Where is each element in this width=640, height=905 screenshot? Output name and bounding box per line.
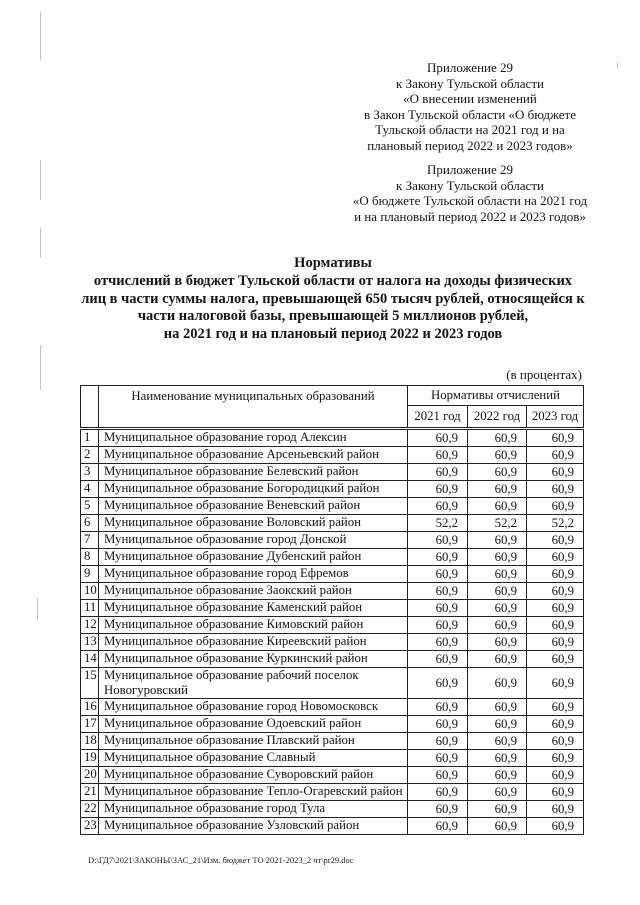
- rate-2022: 60,9: [468, 447, 527, 464]
- rate-2022: 60,9: [468, 668, 527, 699]
- rate-2021: 60,9: [408, 498, 468, 515]
- municipality-name: Муниципальное образование Тепло-Огаревский район: [99, 784, 408, 801]
- rate-2021: 60,9: [408, 699, 468, 716]
- table-row: [81, 464, 584, 481]
- row-number: 21: [81, 784, 99, 801]
- table-row: [81, 429, 584, 447]
- rate-2022: 60,9: [468, 617, 527, 634]
- document-title: [60, 255, 606, 344]
- rate-2023: 60,9: [527, 532, 584, 549]
- table-row: [81, 617, 584, 634]
- row-number: 17: [81, 716, 99, 733]
- row-number: 19: [81, 750, 99, 767]
- rate-2021: 60,9: [408, 429, 468, 447]
- original-appendix-block: [330, 162, 610, 224]
- rate-2023: 60,9: [527, 429, 584, 447]
- rate-2022: 60,9: [468, 767, 527, 784]
- year-header-2023: 2023 год: [527, 406, 584, 429]
- rate-2021: 52,2: [408, 515, 468, 532]
- rate-2023: 60,9: [527, 447, 584, 464]
- appendix-line: и на плановый период 2022 и 2023 годов»: [354, 208, 586, 224]
- appendix-line: плановый период 2022 и 2023 годов»: [367, 137, 573, 153]
- municipality-name: Муниципальное образование город Тула: [99, 801, 408, 818]
- rate-2021: 60,9: [408, 784, 468, 801]
- scan-artifact-line: [617, 62, 618, 69]
- rate-2023: 60,9: [527, 750, 584, 767]
- municipality-name: Муниципальное образование Богородицкий район: [99, 481, 408, 498]
- units-note: (в процентах): [506, 367, 582, 382]
- municipality-name: Муниципальное образование Заокский район: [99, 583, 408, 600]
- rate-2023: 60,9: [527, 464, 584, 481]
- table-row: [81, 600, 584, 617]
- appendix-line: Тульской области на 2021 год и на: [375, 122, 565, 138]
- year-header-2021: 2021 год: [408, 406, 468, 429]
- appendix-line: Приложение 29: [426, 60, 514, 75]
- title-line: на 2021 год и на плановый период 2022 и 2023 годов: [163, 326, 503, 343]
- title-line: лиц в части суммы налога, превышающей 650 тысяч рублей, относящейся к: [81, 290, 585, 307]
- municipality-name: Муниципальное образование Кимовский район: [99, 617, 408, 634]
- appendix-line: в Закон Тульской области «О бюджете: [364, 106, 576, 122]
- rate-2023: 60,9: [527, 801, 584, 818]
- title-line: отчислений в бюджет Тульской области от налога на доходы физических: [93, 272, 573, 289]
- scan-artifact-line: [40, 12, 41, 60]
- appendix-line: «О бюджете Тульской области на 2021 год: [352, 193, 588, 209]
- row-number: 20: [81, 767, 99, 784]
- scan-artifact-line: [40, 345, 41, 390]
- municipality-name: Муниципальное образование город Ефремов: [99, 566, 408, 583]
- rate-2023: 60,9: [527, 668, 584, 699]
- table-row: [81, 699, 584, 716]
- rate-2022: 60,9: [468, 733, 527, 750]
- table-row: [81, 801, 584, 818]
- rate-2021: 60,9: [408, 566, 468, 583]
- rate-2021: 60,9: [408, 634, 468, 651]
- row-number: 12: [81, 617, 99, 634]
- rate-2023: 60,9: [527, 583, 584, 600]
- rate-2023: 60,9: [527, 716, 584, 733]
- table-row: [81, 498, 584, 515]
- row-number: 3: [81, 464, 99, 481]
- row-number: 1: [81, 429, 99, 447]
- rate-2023: 60,9: [527, 600, 584, 617]
- appendix-line: к Закону Тульской области: [396, 177, 544, 193]
- rate-2021: 60,9: [408, 481, 468, 498]
- file-path-footer: D:\ГД7\2021\ЗАКОНЫ\ЗАС_21\Изм. бюджет ТО 2021-2023_2 чт\pr29.doc: [88, 855, 354, 865]
- municipality-name: Муниципальное образование Киреевский район: [99, 634, 408, 651]
- table-row: [81, 767, 584, 784]
- municipality-name: Муниципальное образование Суворовский район: [99, 767, 408, 784]
- municipality-name: Муниципальное образование город Новомосковск: [99, 699, 408, 716]
- table-header-row: [81, 386, 584, 406]
- table-row: [81, 750, 584, 767]
- rate-2023: 60,9: [527, 549, 584, 566]
- row-number: 18: [81, 733, 99, 750]
- rate-2021: 60,9: [408, 801, 468, 818]
- table-row: [81, 651, 584, 668]
- row-number: 5: [81, 498, 99, 515]
- rate-2023: 60,9: [527, 784, 584, 801]
- appendix-line: «О внесении изменений: [403, 91, 537, 107]
- municipality-name: Муниципальное образование Одоевский район: [99, 716, 408, 733]
- rate-2022: 60,9: [468, 549, 527, 566]
- rate-2021: 60,9: [408, 818, 468, 835]
- table-row: [81, 733, 584, 750]
- municipality-name: Муниципальное образование Каменский район: [99, 600, 408, 617]
- table-row: [81, 784, 584, 801]
- rate-2021: 60,9: [408, 583, 468, 600]
- rate-2021: 60,9: [408, 767, 468, 784]
- row-number: 15: [81, 668, 99, 699]
- rate-2023: 60,9: [527, 481, 584, 498]
- table-row: [81, 532, 584, 549]
- row-number: 23: [81, 818, 99, 835]
- rate-2022: 60,9: [468, 699, 527, 716]
- municipality-name: Муниципальное образование Плавский район: [99, 733, 408, 750]
- scan-artifact-line: [40, 160, 41, 200]
- row-number: 13: [81, 634, 99, 651]
- rate-2022: 52,2: [468, 515, 527, 532]
- municipality-name: Муниципальное образование город Алексин: [99, 429, 408, 447]
- row-number: 2: [81, 447, 99, 464]
- rate-2023: 60,9: [527, 767, 584, 784]
- table-row: [81, 447, 584, 464]
- rate-2023: 60,9: [527, 699, 584, 716]
- rate-2022: 60,9: [468, 498, 527, 515]
- rate-2022: 60,9: [468, 481, 527, 498]
- table-row: [81, 566, 584, 583]
- year-header-2022: 2022 год: [468, 406, 527, 429]
- rate-2022: 60,9: [468, 784, 527, 801]
- rate-2022: 60,9: [468, 818, 527, 835]
- rate-2022: 60,9: [468, 566, 527, 583]
- rate-2021: 60,9: [408, 464, 468, 481]
- table-row: [81, 668, 584, 699]
- title-line: Нормативы: [294, 255, 372, 271]
- row-number: 16: [81, 699, 99, 716]
- municipality-name: Муниципальное образование Веневский район: [99, 498, 408, 515]
- rate-2021: 60,9: [408, 733, 468, 750]
- rate-2021: 60,9: [408, 716, 468, 733]
- municipality-name: Муниципальное образование Воловский район: [99, 515, 408, 532]
- row-number: 14: [81, 651, 99, 668]
- appendix-line: к Закону Тульской области: [396, 75, 544, 91]
- rate-2022: 60,9: [468, 429, 527, 447]
- row-number: 9: [81, 566, 99, 583]
- rate-2021: 60,9: [408, 668, 468, 699]
- rate-2022: 60,9: [468, 716, 527, 733]
- row-number: 10: [81, 583, 99, 600]
- rate-2022: 60,9: [468, 464, 527, 481]
- municipality-name: Муниципальное образование Белевский район: [99, 464, 408, 481]
- rate-2023: 60,9: [527, 634, 584, 651]
- rate-2023: 60,9: [527, 498, 584, 515]
- municipality-name: Муниципальное образование Славный: [99, 750, 408, 767]
- table-row: [81, 583, 584, 600]
- rate-2021: 60,9: [408, 750, 468, 767]
- rate-2021: 60,9: [408, 532, 468, 549]
- rate-2023: 60,9: [527, 733, 584, 750]
- rate-2023: 60,9: [527, 818, 584, 835]
- row-number: 8: [81, 549, 99, 566]
- rate-2022: 60,9: [468, 600, 527, 617]
- municipality-name: Муниципальное образование Узловский район: [99, 818, 408, 835]
- title-line: части налоговой базы, превышающей 5 миллионов рублей,: [137, 308, 529, 325]
- rate-2023: 60,9: [527, 566, 584, 583]
- rate-2022: 60,9: [468, 583, 527, 600]
- rate-2021: 60,9: [408, 447, 468, 464]
- scan-artifact-line: [40, 228, 41, 258]
- row-number: 6: [81, 515, 99, 532]
- rate-2021: 60,9: [408, 617, 468, 634]
- rate-2022: 60,9: [468, 750, 527, 767]
- table-row: [81, 634, 584, 651]
- scan-artifact-line: [37, 598, 38, 620]
- table-row: [81, 716, 584, 733]
- row-number: 7: [81, 532, 99, 549]
- norms-table: [80, 385, 584, 835]
- rate-2022: 60,9: [468, 651, 527, 668]
- row-number: 11: [81, 600, 99, 617]
- municipality-name: Муниципальное образование рабочий поселок Новогуровский: [99, 668, 408, 699]
- municipality-name: Муниципальное образование Арсеньевский район: [99, 447, 408, 464]
- rate-2023: 60,9: [527, 617, 584, 634]
- municipality-name: Муниципальное образование город Донской: [99, 532, 408, 549]
- amending-appendix-block: [330, 60, 610, 154]
- number-column-header: [81, 386, 99, 429]
- row-number: 4: [81, 481, 99, 498]
- table-row: [81, 481, 584, 498]
- rate-2022: 60,9: [468, 801, 527, 818]
- table-row: [81, 818, 584, 835]
- municipality-name: Муниципальное образование Дубенский район: [99, 549, 408, 566]
- rate-2022: 60,9: [468, 634, 527, 651]
- rate-2023: 60,9: [527, 651, 584, 668]
- rate-2023: 52,2: [527, 515, 584, 532]
- table-row: [81, 549, 584, 566]
- table-row: [81, 515, 584, 532]
- row-number: 22: [81, 801, 99, 818]
- appendix-line: Приложение 29: [426, 162, 514, 177]
- rate-2022: 60,9: [468, 532, 527, 549]
- name-column-header: Наименование муниципальных образований: [99, 386, 408, 429]
- municipality-name: Муниципальное образование Куркинский район: [99, 651, 408, 668]
- rate-2021: 60,9: [408, 549, 468, 566]
- norms-group-header: Нормативы отчислений: [408, 386, 584, 406]
- rate-2021: 60,9: [408, 651, 468, 668]
- rate-2021: 60,9: [408, 600, 468, 617]
